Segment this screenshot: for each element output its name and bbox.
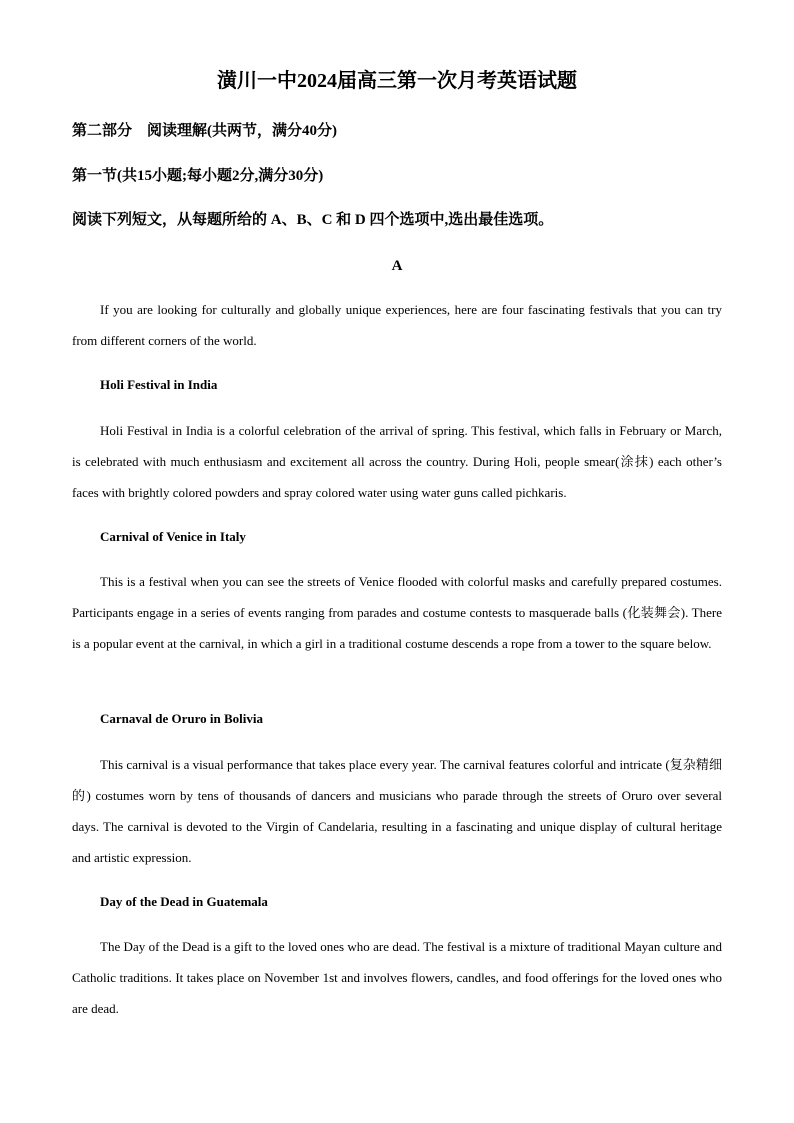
- page-title: 潢川一中2024届高三第一次月考英语试题: [217, 70, 577, 92]
- festival-text-holi: Holi Festival in India is a colorful celebration of the arrival of spring. This festival, which falls in February or March, is celebrated with much enthusiasm and excitement all across the country. During Holi, people smear(涂抹) each other’s faces with brightly colored powders and spray colored water using water guns called pichkaris.: [72, 423, 722, 500]
- festival-text-guatemala: The Day of the Dead is a gift to the loved ones who are dead. The festival is a mixture of traditional Mayan culture and Catholic traditions. It takes place on November 1st and involves flowers, candles, and food offerings for the loved ones who are dead.: [72, 939, 722, 1016]
- festival-text-oruro: This carnival is a visual performance that takes place every year. The carnival features colorful and intricate (复杂精细的) costumes worn by tens of thousands of dancers and musicians who parade through the streets of Oruro over several days. The carnival is devoted to the Virgin of Candelaria, resulting in a fascinating and unique display of cultural heritage and artistic expression.: [72, 757, 722, 865]
- festival-text-venice: This is a festival when you can see the streets of Venice flooded with colorful masks and carefully prepared costumes. Participants engage in a series of events ranging from parades and costume contests to masquerade balls (化装舞会). There is a popular event at the carnival, in which a girl in a traditional costume descends a rope from a tower to the square below.: [72, 574, 722, 651]
- festival-heading-holi: Holi Festival in India: [100, 377, 218, 392]
- festival-heading-guatemala: Day of the Dead in Guatemala: [100, 894, 268, 909]
- festival-heading-venice: Carnival of Venice in Italy: [100, 529, 246, 544]
- section-heading: 第一节(共15小题;每小题2分,满分30分): [72, 168, 324, 184]
- festival-heading-oruro: Carnaval de Oruro in Bolivia: [100, 711, 263, 726]
- passage-label: A: [391, 258, 403, 274]
- part-heading: 第二部分 阅读理解(共两节，满分40分): [72, 123, 337, 139]
- instructions: 阅读下列短文，从每题所给的 A、B、C 和 D 四个选项中,选出最佳选项。: [72, 212, 554, 228]
- intro-paragraph: If you are looking for culturally and globally unique experiences, here are four fascinating festivals that you can try from different corners of the world.: [72, 302, 722, 348]
